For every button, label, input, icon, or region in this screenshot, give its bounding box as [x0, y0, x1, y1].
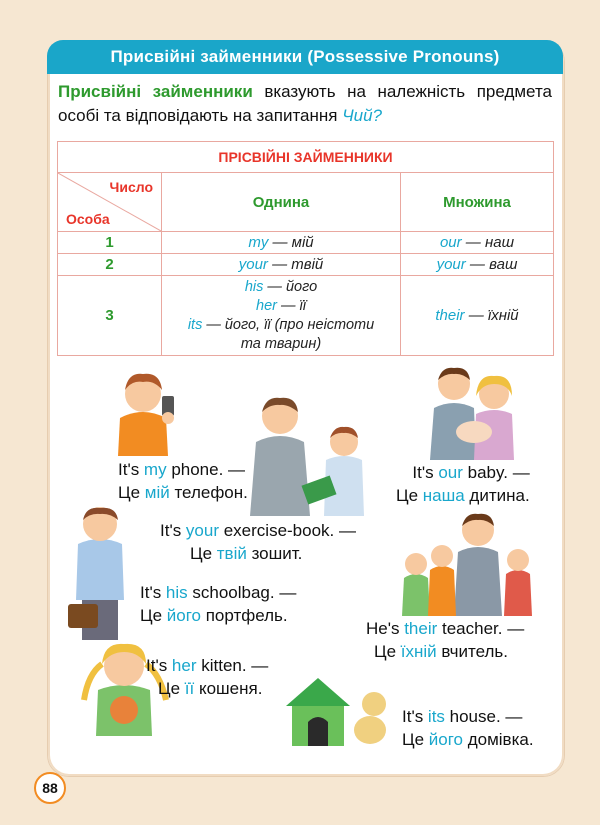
sentence-text: house. — [444, 707, 523, 726]
sentence-text: дитина. [464, 486, 530, 505]
ua-pronoun: — його, її (про неістоти [202, 316, 375, 333]
singular-cell [162, 254, 401, 276]
example-sentence [396, 461, 530, 507]
ua-note: та тварин) [240, 335, 322, 352]
en-pronoun: your [436, 256, 466, 273]
ua-pronoun: — його [263, 278, 318, 295]
sentence-pronoun: її [184, 679, 195, 698]
example-sentence [402, 705, 534, 751]
sentence-text: телефон. [169, 483, 248, 502]
sentence-text: It's [140, 583, 166, 602]
example-sentence [146, 654, 268, 700]
sentence-pronoun: його [428, 730, 463, 749]
ua-pronoun: — твій [267, 256, 324, 273]
sentence-pronoun: твій [216, 544, 247, 563]
ua-pronoun: — мій [268, 234, 314, 251]
corner-cell [58, 173, 162, 232]
sentence-text: Це [158, 679, 185, 698]
sentence-pronoun: їхній [400, 642, 437, 661]
sentence-text: It's [118, 460, 144, 479]
dog-house-illustration [282, 678, 392, 750]
sentence-text: Це [402, 730, 429, 749]
boy-with-phone-illustration [98, 368, 188, 456]
corner-person-label: Особа [66, 211, 110, 227]
page-number: 88 [34, 772, 66, 804]
sentence-text: зошит. [246, 544, 303, 563]
ua-pronoun: — їхній [464, 307, 519, 324]
example-sentence [366, 617, 524, 663]
ua-pronoun: — наш [461, 234, 515, 251]
en-pronoun: its [187, 316, 203, 333]
table-row [58, 254, 554, 276]
ua-pronoun: — її [276, 297, 306, 314]
intro-question: Чий? [342, 106, 383, 125]
sentence-pronoun: his [165, 583, 188, 602]
sentence-text: It's [412, 463, 439, 482]
sentence-text: kitten. — [196, 656, 269, 675]
singular-cell [162, 232, 401, 254]
plural-cell [401, 254, 554, 276]
table-row [58, 276, 554, 356]
sentence-text: Це [140, 606, 167, 625]
sentence-pronoun: його [166, 606, 201, 625]
header-singular: Однина [162, 173, 401, 232]
man-and-boy-illustration [248, 394, 373, 516]
sentence-text: baby. — [462, 463, 530, 482]
sentence-pronoun: my [143, 460, 167, 479]
sentence-text: exercise-book. — [219, 521, 356, 540]
en-pronoun: my [248, 234, 269, 251]
table-row [58, 232, 554, 254]
person-cell: 1 [58, 232, 162, 254]
sentence-pronoun: our [438, 463, 463, 482]
sentence-pronoun: наша [422, 486, 465, 505]
sentence-text: портфель. [201, 606, 288, 625]
sentence-text: schoolbag. — [187, 583, 297, 602]
sentence-text: It's [160, 521, 186, 540]
intro-paragraph [58, 80, 552, 128]
sentence-text: домівка. [463, 730, 534, 749]
en-pronoun: her [256, 297, 277, 314]
sentence-text: It's [402, 707, 428, 726]
sentence-text: Це [118, 483, 145, 502]
example-sentence [118, 458, 248, 504]
sentence-text: кошеня. [194, 679, 263, 698]
person-cell: 2 [58, 254, 162, 276]
sentence-pronoun: your [185, 521, 219, 540]
sentence-pronoun: мій [144, 483, 170, 502]
sentence-text: Це [396, 486, 423, 505]
en-pronoun: your [238, 256, 268, 273]
intro-text: вказують на належність предмета особі та відповідають на запитання [58, 82, 552, 125]
sentence-text: вчитель. [436, 642, 508, 661]
section-title: Присвійні займенники (Possessive Pronouns) [47, 40, 563, 74]
ua-pronoun: — ваш [465, 256, 518, 273]
boy-with-schoolbag-illustration [66, 504, 136, 644]
sentence-pronoun: its [427, 707, 445, 726]
en-pronoun: our [439, 234, 462, 251]
en-pronoun: his [244, 278, 264, 295]
singular-cell [162, 276, 401, 356]
sentence-text: phone. — [166, 460, 246, 479]
sentence-pronoun: her [171, 656, 197, 675]
person-cell: 3 [58, 276, 162, 356]
plural-cell [401, 232, 554, 254]
teacher-with-children-illustration [402, 506, 540, 616]
en-pronoun: their [435, 307, 465, 324]
sentence-text: Це [190, 544, 217, 563]
example-sentence [160, 519, 356, 565]
example-sentence [140, 581, 296, 627]
table-title: ПРІСВІЙНІ ЗАЙМЕННИКИ [58, 142, 554, 173]
pronoun-table [57, 141, 554, 356]
sentence-pronoun: their [404, 619, 438, 638]
parents-with-baby-illustration [430, 364, 520, 460]
sentence-text: teacher. — [437, 619, 525, 638]
intro-term: Присвійні займенники [58, 82, 253, 101]
corner-number-label: Число [109, 179, 153, 195]
sentence-text: Це [374, 642, 401, 661]
header-plural: Множина [401, 173, 554, 232]
plural-cell [401, 276, 554, 356]
sentence-text: He's [366, 619, 405, 638]
sentence-text: It's [146, 656, 172, 675]
